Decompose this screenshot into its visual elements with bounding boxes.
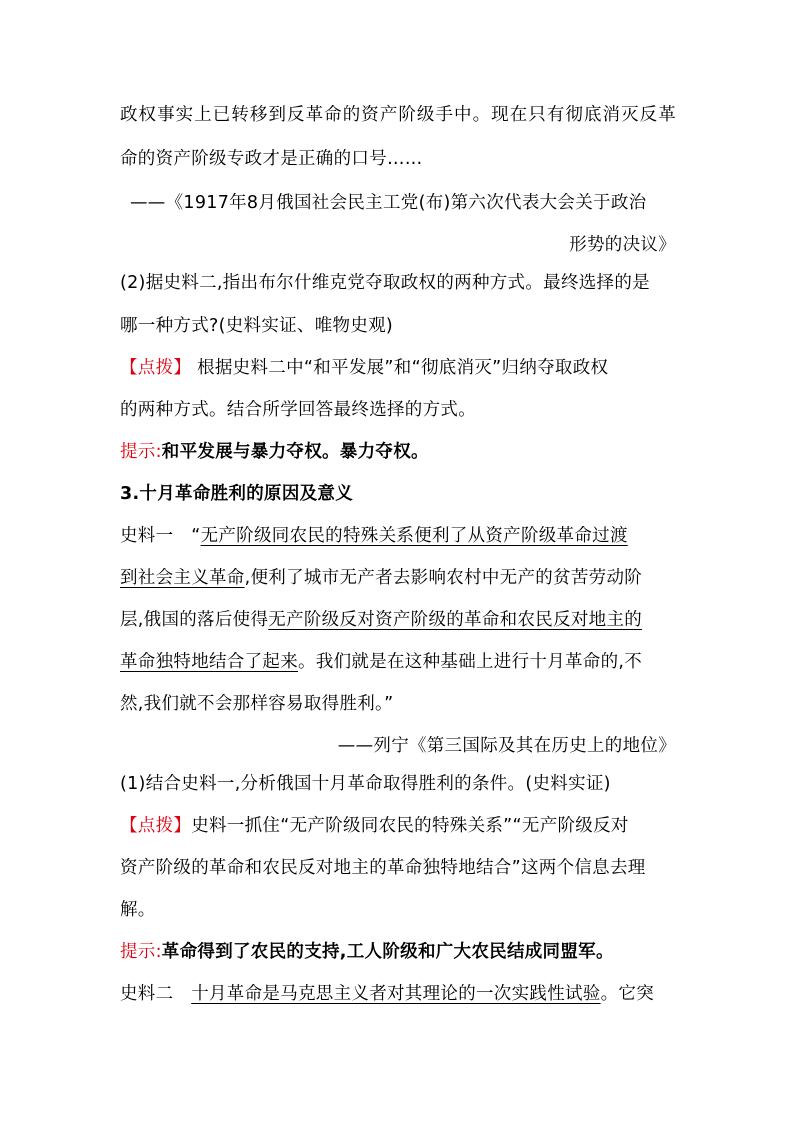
hint-tag: 【点拨】	[120, 358, 192, 378]
source-line	[120, 982, 676, 1006]
answer-text: 革命得到了农民的支持,工人阶级和广大农民结成同盟军。	[161, 942, 614, 962]
hint-tag: 【点拨】	[120, 816, 192, 836]
source-line	[120, 524, 676, 548]
source-text: 。它突	[600, 984, 655, 1004]
answer-tag: 提示:	[120, 942, 162, 962]
text-line: 命的资产阶级专政才是正确的口号……	[120, 149, 423, 169]
hint-text: 根据史料二中“和平发展”和“彻底消灭”归纳夺取政权	[191, 358, 609, 378]
underlined-text: 无产阶级反对资产阶级的革命和农民反对地主的	[268, 610, 643, 630]
answer-line	[120, 440, 676, 464]
underlined-text: 无产阶级同农民的特殊关系便利了从资产阶级革命过渡	[200, 526, 628, 546]
underlined-text: 到社会主义革命	[120, 568, 245, 588]
citation-line: 形势的决议》	[569, 235, 676, 255]
answer-line	[120, 940, 676, 964]
answer-tag: 提示:	[120, 442, 162, 462]
source-line: 然,我们就不会那样容易取得胜利。”	[120, 694, 394, 714]
source-text: ,便利了城市无产者去影响农村中无产的贫苦劳动阶	[244, 568, 643, 588]
source-line	[120, 650, 676, 674]
hint-line	[120, 814, 676, 838]
question-line: (2)据史料二,指出布尔什维克党夺取政权的两种方式。最终选择的是	[120, 273, 650, 293]
hint-text: 史料一抓住“无产阶级同农民的特殊关系”“无产阶级反对	[191, 816, 629, 836]
source-label: 史料一 “	[120, 526, 201, 546]
source-line	[120, 566, 676, 590]
source-label: 史料二	[120, 984, 192, 1004]
source-text: 层,俄国的落后使得	[120, 610, 269, 630]
hint-line: 的两种方式。结合所学回答最终选择的方式。	[120, 400, 476, 420]
section-heading: 3.十月革命胜利的原因及意义	[120, 484, 354, 504]
hint-line: 资产阶级的革命和农民反对地主的革命独特地结合”这两个信息去理	[120, 858, 646, 878]
text-line: 政权事实上已转移到反革命的资产阶级手中。现在只有彻底消灭反革	[120, 105, 676, 125]
hint-line	[120, 356, 676, 380]
citation-line: ——列宁《第三国际及其在历史上的地位》	[337, 736, 676, 756]
source-line	[120, 608, 676, 632]
hint-line: 解。	[120, 900, 156, 920]
question-line: (1)结合史料一,分析俄国十月革命取得胜利的条件。(史料实证)	[120, 774, 611, 794]
question-line: 哪一种方式?(史料实证、唯物史观)	[120, 316, 394, 336]
answer-text: 和平发展与暴力夺权。暴力夺权。	[161, 442, 429, 462]
underlined-text: 革命独特地结合了起来	[120, 652, 298, 672]
source-text: 。我们就是在这种基础上进行十月革命的,不	[298, 652, 643, 672]
underlined-text: 十月革命是马克思主义者对其理论的一次实践性试验	[191, 984, 601, 1004]
citation-line: ——《1917年8月俄国社会民主工党(布)第六次代表大会关于政治	[130, 193, 647, 213]
